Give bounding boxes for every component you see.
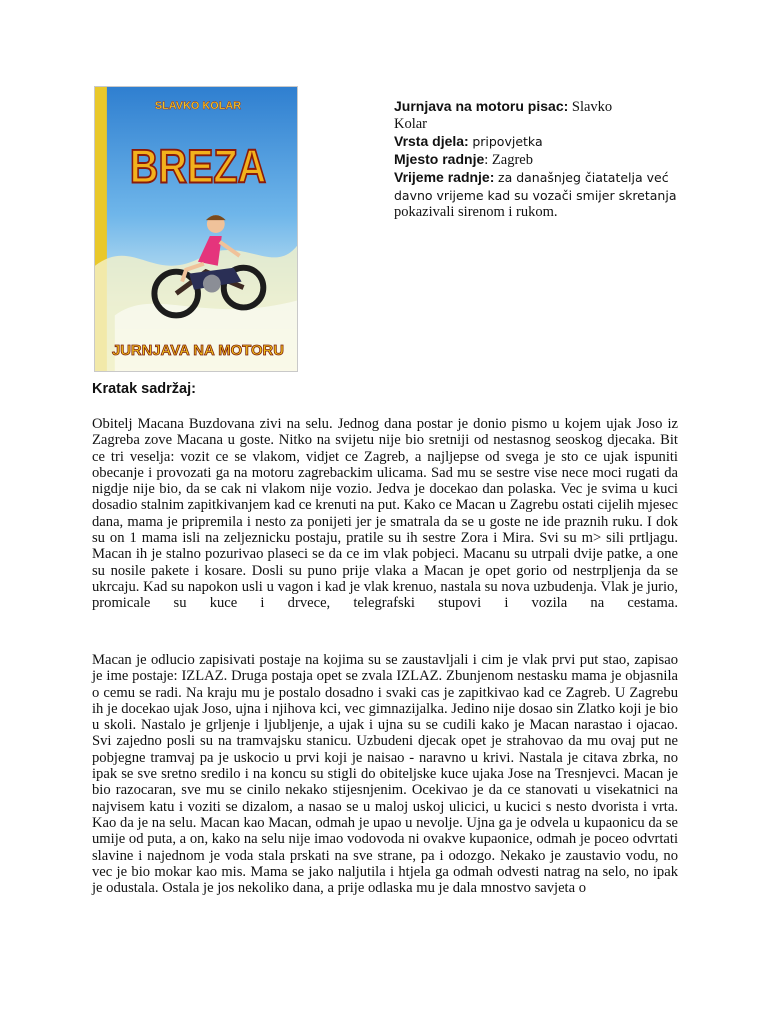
summary-heading: Kratak sadržaj:: [92, 381, 196, 397]
book-info: [394, 98, 684, 221]
author-first: Slavko: [571, 99, 613, 115]
cover-subtitle: JURNJAVA NA MOTORU: [111, 343, 284, 360]
cover-title: BREZA: [129, 139, 267, 194]
time-value-2: davno vrijeme kad su vozači smijer skretanja: [394, 188, 677, 203]
title-label: Jurnjava na motoru pisac:: [394, 98, 569, 114]
place-value: Zagreb: [491, 152, 533, 168]
genre-line: [394, 133, 684, 151]
summary-paragraph-1: Obitelj Macana Buzdovana zivi na selu. Jednog dana postar je donio pismo u kojem ujak Joso iz Zagreba zove Macana u goste. Nitko na svijetu nije bio sretniji od nestasnog seoskog djecaka. Bit ce tri veselja: vozit ce se vlakom, vidjet ce Zagreb, a najljepse od svega je sto ce ujak ispuniti obecanje i provozati ga na motoru zagrebackim ulicama. Sad mu se sestre vise nece moci rugati da nigdje nije bio, da se cak ni vlakom nije vozio. Jedva je docekao dan polaska. Vec je svima u kuci dosadio stalnim zapitkivanjem kad ce krenuti na put. Kako ce Macan u Zagrebu ostati cijelih mjesec dana, mama je pripremila i nesto za ponijeti jer je smatrala da se u goste ne ide praznih ruku. I dok su on 1 mama isli na zeljeznicku postaju, pratile su ih sestre Zora i Mira. Svi su m> sili prtljagu. Macan ih je stalno pozurivao plaseci se da ce im vlak pobjeci. Macanu su utrpali dvije patke, a one su nosile pakete i kosare. Dosli su puno prije vlaka a Macan je opet gorio od nestrpljenja da se ukrcaju. Kad su napokon usli u vagon i kad je vlak krenuo, nastala su nova uzbudenja. Vlak je jurio, promicale su kuce i drvece, telegrafski stupovi i vozila na cestama.: [92, 416, 678, 612]
author-last: Kolar: [394, 116, 428, 132]
summary-paragraph-2: Macan je odlucio zapisivati postaje na kojima su se zaustavljali i cim je vlak prvi put stao, zapisao je ime postaje: IZLAZ. Druga postaja opet se zvala IZLAZ. Zbunjenom nestasku mama je objasnila o cemu se radi. Na kraju mu je postalo dosadno i svaki cas je zapitkivao kad ce Zagreb. U Zagrebu ih je docekao ujak Joso, ujna i njihova kci, vec gimnazijalka. Jedino nije dosao sin Zlatko koji je bio u skoli. Nastalo je grljenje i ljubljenje, a ujak i ujna su se cudili kako je Macan narastao i ojacao. Svi zajedno posli su na tramvajsku stanicu. Uzbudeni djecak opet je strahovao da mu ovaj put ne pobjegne tramvaj pa je uskocio u prvi koji je naisao - naravno u krivi. Nastala je citava zbrka, no ipak se sve sretno sredilo i na koncu su stigli do obiteljske kuce ujaka Jose na Tresnjevci. Macan je bio razocaran, sve mu se cinilo nekako stijesnjenim. Ocekivao je da ce stanovati u visekatnici na najvisem katu i voziti se dizalom, a nasao se u maloj uskoj ulicici, u kucici s nesto dvorista i vrta. Kao da je na selu. Macan kao Macan, odmah je upao u nevolje. Ujna ga je odvela u kupaonicu da se umije od puta, a on, kako na selu nije imao vodovoda ni ovakve kupaonice, odmah je poceo odvrtati slavine i najednom je voda stala prskati na sve strane, pa i odozgo. Nekako je zaustavio vodu, no vec je bio mokar kao mis. Mama se jako naljutila i htjela ga odmah odvesti natrag na selo, no ipak je odustala. Ostala je jos nekoliko dana, a prije odlaska mu je dala mnostvo savjeta o: [92, 652, 678, 897]
time-value-1: za današnjeg čiatatelja već: [498, 170, 669, 185]
genre-value: pripovjetka: [472, 134, 543, 149]
genre-label: Vrsta djela:: [394, 133, 469, 149]
time-label: Vrijeme radnje:: [394, 169, 495, 185]
cover-author: SLAVKO KOLAR: [154, 99, 242, 112]
time-line: [394, 169, 684, 187]
book-cover-image: [94, 86, 298, 372]
place-label: Mjesto radnje: [394, 151, 485, 167]
place-line: Mjesto radnje: Zagreb: [394, 151, 533, 168]
time-value-3: pokazivali sirenom i rukom.: [394, 204, 558, 220]
title-author-line: [394, 98, 684, 116]
book-cover-illustration: [95, 87, 297, 371]
